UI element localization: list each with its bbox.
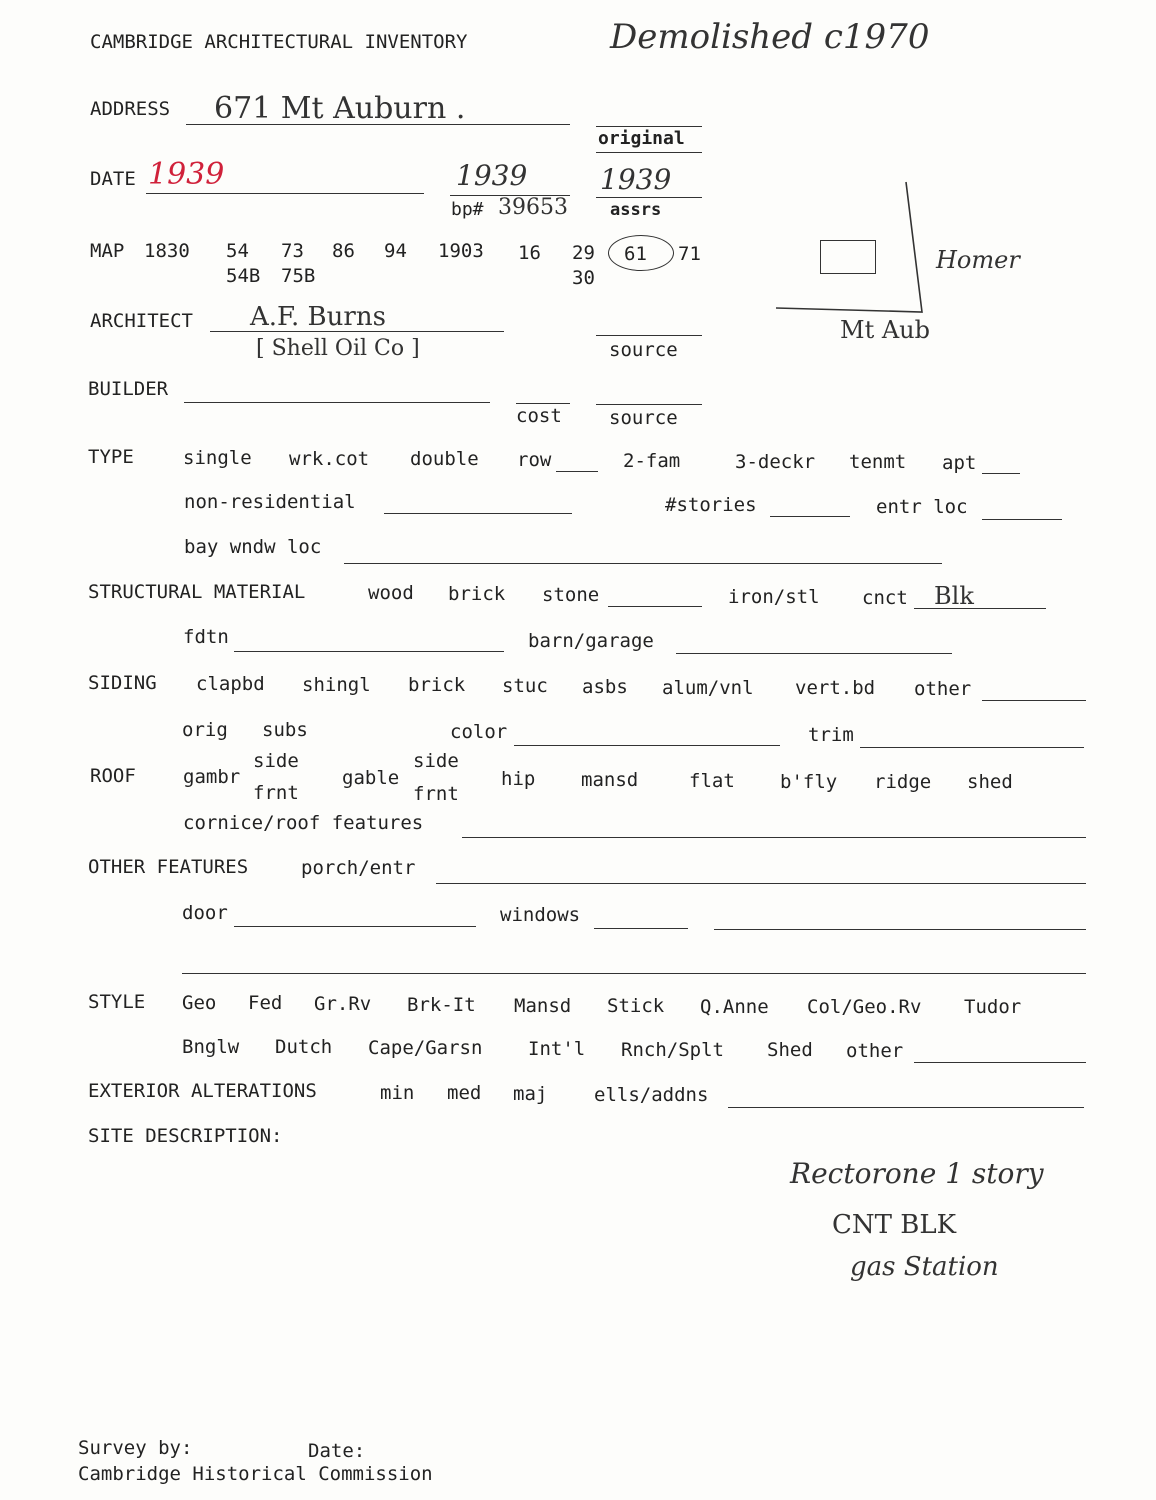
- style-stick: Stick: [607, 995, 665, 1017]
- bp-year: 1939: [456, 159, 528, 192]
- siding-orig: orig: [182, 719, 228, 741]
- footer-org: Cambridge Historical Commission: [78, 1463, 433, 1485]
- windows-label: windows: [500, 904, 581, 926]
- type-apt: apt: [942, 452, 977, 474]
- roof-bfly: b'fly: [780, 771, 838, 793]
- map-71: 71: [678, 243, 701, 265]
- siding-subs: subs: [262, 719, 308, 741]
- type-3deckr: 3-deckr: [735, 451, 816, 473]
- cornice-line: [462, 837, 1086, 838]
- roof-gable-frnt: frnt: [413, 783, 459, 805]
- alterations-maj: maj: [513, 1083, 548, 1105]
- style-fed: Fed: [248, 992, 283, 1014]
- map-75b: 75B: [281, 265, 316, 287]
- roof-gambr-frnt: frnt: [253, 782, 299, 804]
- siding-clapbd: clapbd: [196, 673, 265, 695]
- type-label: TYPE: [88, 446, 134, 468]
- siding-alum: alum/vnl: [662, 677, 754, 699]
- bay-label: bay wndw loc: [184, 536, 322, 558]
- architect-source-label: source: [609, 339, 678, 361]
- bp-number: 39653: [498, 195, 568, 220]
- roof-gable: gable: [342, 767, 400, 789]
- style-cape: Cape/Garsn: [368, 1037, 483, 1059]
- nonres-label: non-residential: [184, 491, 356, 513]
- cornice-label: cornice/roof features: [183, 812, 424, 834]
- structural-label: STRUCTURAL MATERIAL: [88, 581, 306, 603]
- assrs-label: assrs: [610, 200, 662, 220]
- siding-shingl: shingl: [302, 674, 371, 696]
- door-line: [234, 926, 476, 927]
- map-54b: 54B: [226, 265, 261, 287]
- roof-ridge: ridge: [874, 771, 932, 793]
- map-1830: 1830: [144, 240, 190, 262]
- roof-label: ROOF: [90, 765, 136, 787]
- style-mansd: Mansd: [514, 995, 572, 1017]
- siding-other: other: [914, 678, 972, 700]
- date-label: DATE: [90, 168, 136, 190]
- architect-value: A.F. Burns: [250, 302, 386, 332]
- siding-trim-line: [860, 747, 1084, 748]
- structural-cnct: cnct: [862, 587, 908, 609]
- siding-label: SIDING: [88, 672, 157, 694]
- style-rnch: Rnch/Splt: [621, 1039, 724, 1061]
- style-other: other: [846, 1040, 904, 1062]
- style-other-line: [914, 1062, 1086, 1063]
- siding-trim-label: trim: [808, 724, 854, 746]
- siding-color-line: [514, 745, 780, 746]
- porch-label: porch/entr: [301, 857, 416, 879]
- map-54: 54: [226, 240, 249, 262]
- style-colgeorv: Col/Geo.Rv: [807, 996, 922, 1018]
- demolished-note: Demolished c1970: [610, 17, 930, 57]
- alterations-med: med: [447, 1082, 482, 1104]
- site-label: SITE DESCRIPTION:: [88, 1125, 283, 1147]
- barn-line: [676, 653, 952, 654]
- alterations-label: EXTERIOR ALTERATIONS: [88, 1080, 317, 1102]
- map-29: 29: [572, 242, 595, 264]
- other-features-extra-line: [182, 973, 1086, 974]
- builder-source-label: source: [609, 407, 678, 429]
- fdtn-line: [234, 651, 504, 652]
- cnct-value: Blk: [934, 582, 974, 610]
- builder-line: [184, 402, 490, 403]
- door-label: door: [182, 902, 228, 924]
- builder-label: BUILDER: [88, 378, 169, 400]
- cnct-line: [914, 608, 1046, 609]
- roof-shed: shed: [967, 771, 1013, 793]
- type-apt-line: [982, 473, 1020, 474]
- style-tudor: Tudor: [964, 996, 1022, 1018]
- style-brkit: Brk-It: [407, 994, 476, 1016]
- stone-line: [608, 606, 702, 607]
- stories-line: [770, 516, 850, 517]
- roof-mansd: mansd: [581, 769, 639, 791]
- style-label: STYLE: [88, 991, 146, 1013]
- map-94: 94: [384, 240, 407, 262]
- type-wrkcot: wrk.cot: [289, 448, 370, 470]
- structural-iron: iron/stl: [728, 586, 820, 608]
- bay-line: [344, 563, 942, 564]
- original-label: original: [598, 128, 685, 149]
- style-qanne: Q.Anne: [700, 996, 769, 1018]
- site-note-3: gas Station: [850, 1252, 999, 1282]
- architect-label: ARCHITECT: [90, 310, 193, 332]
- type-single: single: [183, 447, 252, 469]
- type-tenmt: tenmt: [849, 451, 907, 473]
- structural-stone: stone: [542, 584, 600, 606]
- style-grrv: Gr.Rv: [314, 993, 372, 1015]
- map-1903: 1903: [438, 240, 484, 262]
- assrs-year: 1939: [600, 163, 672, 196]
- type-row-line: [556, 471, 598, 472]
- bp-label: bp#: [451, 199, 484, 220]
- entr-loc-line: [982, 519, 1062, 520]
- architect-note: [ Shell Oil Co ]: [256, 336, 420, 361]
- structural-brick: brick: [448, 583, 506, 605]
- style-bnglw: Bnglw: [182, 1036, 240, 1058]
- style-dutch: Dutch: [275, 1036, 333, 1058]
- sketch-street-mtaub: Mt Aub: [840, 316, 930, 344]
- map-61: 61: [624, 243, 647, 265]
- entr-loc-label: entr loc: [876, 496, 968, 518]
- architect-source-line: [596, 335, 702, 336]
- roof-gable-side: side: [413, 750, 459, 772]
- siding-brick: brick: [408, 674, 466, 696]
- map-16: 16: [518, 242, 541, 264]
- builder-source-line: [596, 404, 702, 405]
- siding-other-line: [982, 700, 1086, 701]
- survey-date-label: Date:: [308, 1440, 366, 1462]
- ells-label: ells/addns: [594, 1084, 709, 1106]
- site-note-2: CNT BLK: [832, 1210, 957, 1240]
- map-86: 86: [332, 240, 355, 262]
- windows-extra-line: [714, 929, 1086, 930]
- roof-gambr: gambr: [183, 766, 241, 788]
- alterations-min: min: [380, 1082, 415, 1104]
- form-title: CAMBRIDGE ARCHITECTURAL INVENTORY: [90, 31, 468, 53]
- style-geo: Geo: [182, 992, 217, 1014]
- porch-line: [436, 883, 1086, 884]
- fdtn-label: fdtn: [183, 626, 229, 648]
- survey-label: Survey by:: [78, 1437, 193, 1459]
- type-2fam: 2-fam: [623, 450, 681, 472]
- sketch-street-homer: Homer: [936, 246, 1020, 274]
- roof-gambr-side: side: [253, 750, 299, 772]
- address-value: 671 Mt Auburn .: [214, 91, 466, 126]
- cost-label: cost: [516, 405, 562, 427]
- type-row: row: [517, 449, 552, 471]
- architect-line: [210, 331, 504, 332]
- barn-label: barn/garage: [528, 630, 654, 652]
- siding-color-label: color: [450, 721, 508, 743]
- site-note-1: Rectorone 1 story: [790, 1157, 1044, 1190]
- siding-vertbd: vert.bd: [795, 677, 876, 699]
- windows-line: [594, 928, 688, 929]
- structural-wood: wood: [368, 582, 414, 604]
- address-label: ADDRESS: [90, 98, 171, 120]
- roof-flat: flat: [689, 770, 735, 792]
- siding-stuc: stuc: [502, 675, 548, 697]
- other-features-label: OTHER FEATURES: [88, 856, 249, 878]
- date-value: 1939: [148, 157, 225, 192]
- stories-label: #stories: [665, 494, 757, 516]
- siding-asbs: asbs: [582, 676, 628, 698]
- cost-line: [516, 403, 570, 404]
- map-label: MAP: [90, 240, 125, 262]
- map-73: 73: [281, 240, 304, 262]
- style-intl: Int'l: [528, 1038, 586, 1060]
- ells-line: [728, 1107, 1084, 1108]
- style-shed: Shed: [767, 1039, 813, 1061]
- map-30: 30: [572, 267, 595, 289]
- type-double: double: [410, 448, 479, 470]
- roof-hip: hip: [501, 768, 536, 790]
- nonres-line: [384, 513, 572, 514]
